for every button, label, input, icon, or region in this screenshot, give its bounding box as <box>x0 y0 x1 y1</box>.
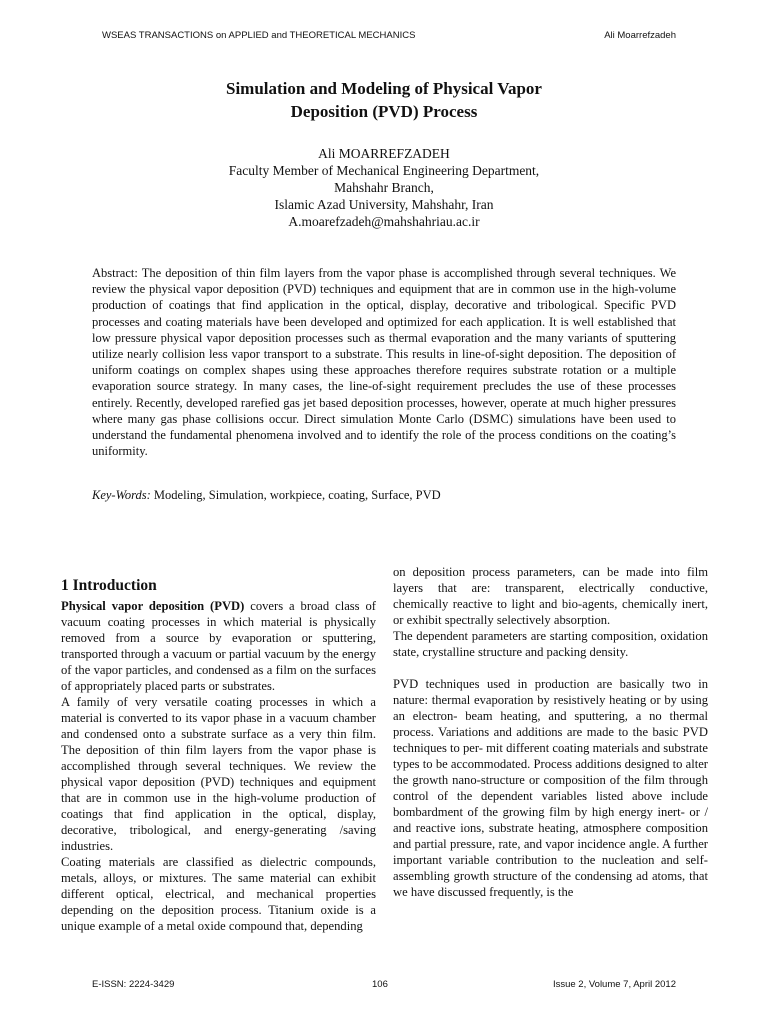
author-email: A.moarefzadeh@mahshahriau.ac.ir <box>288 214 480 229</box>
intro-paragraph-1-text: covers a broad class of vacuum coating processes in which material is physically removed from a source by evaporation or sputtering, transported through a vacuum or partial vacuum by the energy of the vapor particles, and condensed as a film on the surfaces of appropriately placed parts or substrates. <box>61 599 376 693</box>
title-line-2: Deposition (PVD) Process <box>290 102 478 121</box>
title-line-1: Simulation and Modeling of Physical Vapor <box>226 79 542 98</box>
abstract-text: Abstract: The deposition of thin film layers from the vapor phase is accomplished through several techniques. We review the physical vapor deposition (PVD) techniques and equipment that are in common use in the high-volume production of coatings that find application in the optical, display, decorative and tribological. Specific PVD processes and coating materials have been developed and optimized for each application. It is well established that low pressure physical vapor deposition processes such as thermal evaporation and the many variants of sputtering utilize nearly collision less vapor transport to a substrate. This results in line-of-sight deposition. The deposition of uniform coatings on complex shapes using these approaches therefore requires substrate rotation or a multiple evaporation source strategy. In many cases, the line-of-sight requirement precludes the use of these processes entirely. Recently, developed rarefied gas jet based deposition processes, however, operate at much higher pressures where many gas phase collisions occur. Direct simulation Monte Carlo (DSMC) simulations have been used to understand the fundamental phenomena involved and to identify the role of the process conditions on the coating’s uniformity. <box>92 266 676 459</box>
header-author: Ali Moarrefzadeh <box>604 30 676 41</box>
right-paragraph-3: PVD techniques used in production are basically two in nature: thermal evaporation by resistively heating or by using an electron- beam heating, and sputtering, a no thermal process. Variations and additions are made to the basic PVD techniques to per- mit different coating materials and substrate types to be accommodated. Process additions designed to alter the growth nano-structure or composition of the film through control of the dependent variables listed above include bombardment of the growing film by high energy inert- or / and reactive ions, substrate heating, atmosphere composition and partial pressure, rate, and vapor incidence angle. A further important variable contribution to the nucleation and self-assembling growth structure of the condensing ad atoms, that we have discussed frequently, is the <box>393 677 708 899</box>
right-paragraph-2: The dependent parameters are starting composition, oxidation state, crystalline structure and packing density. <box>393 629 708 659</box>
journal-name: WSEAS TRANSACTIONS on APPLIED and THEORETICAL MECHANICS <box>102 30 416 41</box>
keywords-label: Key-Words: <box>92 488 151 502</box>
footer-issn: E-ISSN: 2224-3429 <box>92 979 175 990</box>
paper-title <box>84 77 684 123</box>
intro-paragraph-1 <box>61 598 376 694</box>
abstract <box>92 265 676 459</box>
affiliation-department: Faculty Member of Mechanical Engineering Department, <box>228 163 540 178</box>
left-column <box>61 576 376 934</box>
affiliation-branch: Mahshahr Branch, <box>334 180 434 195</box>
intro-lead-term: Physical vapor deposition (PVD) <box>61 599 245 613</box>
page-footer <box>92 979 676 993</box>
paragraph-gap <box>393 660 708 676</box>
intro-paragraph-2: A family of very versatile coating processes in which a material is converted to its vapor phase in a vacuum chamber and condensed onto a substrate surface as a very thin film. The deposition of thin film layers from the vapor phase is accomplished through several techniques. We review the physical vapor deposition (PVD) techniques and equipment that are in common use in the high-volume production of coatings that find application in the optical, display, decorative, tribological, and energy-generating /saving industries. <box>61 695 376 853</box>
section-heading-introduction: 1 Introduction <box>61 577 157 594</box>
right-column <box>393 564 708 900</box>
author-block <box>84 145 684 230</box>
keywords-text: Modeling, Simulation, workpiece, coating, Surface, PVD <box>150 488 441 502</box>
intro-paragraph-3: Coating materials are classified as dielectric compounds, metals, alloys, or mixtures. The same material can exhibit different optical, electrical, and mechanical properties depending on the deposition process. Titanium oxide is a unique example of a metal oxide compound that, depending <box>61 855 376 933</box>
footer-issue: Issue 2, Volume 7, April 2012 <box>552 979 676 990</box>
right-paragraph-1: on deposition process parameters, can be made into film layers that are: transparent, electrically conductive, chemically reactive to light and bio-agents, chemically inert, or exhibit spectrally selectively absorption. <box>393 565 708 627</box>
footer-page-number: 106 <box>372 979 388 990</box>
keywords <box>92 487 676 503</box>
running-header <box>92 30 676 44</box>
author-name: Ali MOARREFZADEH <box>318 146 450 161</box>
affiliation-university: Islamic Azad University, Mahshahr, Iran <box>274 197 494 212</box>
